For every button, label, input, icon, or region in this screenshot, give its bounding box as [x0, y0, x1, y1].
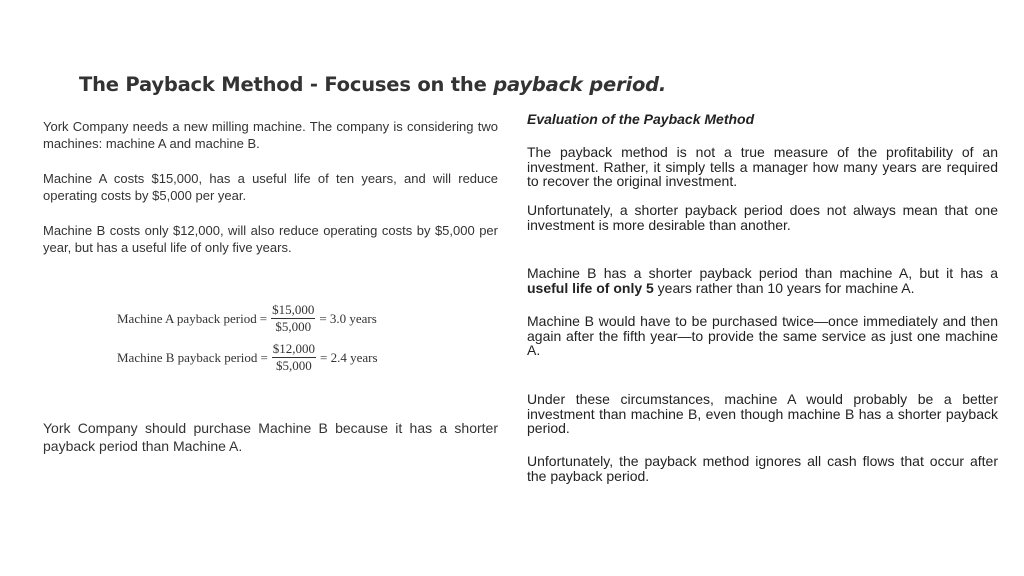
right-paragraph-3: [527, 266, 998, 295]
formula-machine-b: [117, 342, 378, 373]
right-paragraph-5: Under these circumstances, machine A would probably be a better investment than machine B, even though machine B has a shorter payback period.: [527, 391, 998, 437]
evaluation-heading: Evaluation of the Payback Method: [527, 111, 755, 127]
left-paragraph-3: Machine B costs only $12,000, will also reduce operating costs by $5,000 per year, but has a useful life of only five years.: [43, 223, 498, 255]
title-prefix: The Payback Method - Focuses on the: [79, 73, 494, 96]
p3-bold-text: useful life of only 5: [527, 279, 654, 296]
right-paragraph-4: Machine B would have to be purchased twice—once immediately and then again after the fifth year—to provide the same service as just one machine A.: [527, 313, 998, 359]
formula-machine-a: [117, 303, 377, 334]
formula-denominator: $5,000: [275, 319, 312, 334]
formula-denominator: $5,000: [276, 358, 312, 373]
formula-numerator: $15,000: [272, 302, 315, 317]
left-conclusion: York Company should purchase Machine B because it has a shorter payback period than Machine A.: [43, 420, 498, 454]
formula-equals: =: [260, 349, 268, 365]
formula-numerator: $12,000: [272, 341, 316, 356]
page-title: [79, 73, 666, 96]
formula-fraction: [272, 342, 316, 373]
formula-fraction: [271, 303, 315, 334]
left-paragraph-2: Machine A costs $15,000, has a useful life of ten years, and will reduce operating costs by $5,000 per year.: [43, 171, 498, 203]
right-paragraph-1: The payback method is not a true measure of the profitability of an investment. Rather, it simply tells a manager how many years are required to recover the original investment.: [527, 144, 998, 190]
formula-equals: =: [259, 310, 268, 326]
formula-label: Machine A payback period: [117, 310, 257, 326]
right-paragraph-6: Unfortunately, the payback method ignores all cash flows that occur after the payback period.: [527, 453, 998, 484]
left-paragraph-1: York Company needs a new milling machine. The company is considering two machines: machine A and machine B.: [43, 119, 498, 151]
formula-result: = 3.0 years: [319, 310, 377, 326]
formula-label: Machine B payback period: [117, 349, 258, 365]
p3-text-before: Machine B has a shorter payback period than machine A, but it has a: [527, 265, 998, 281]
formula-result: = 2.4 years: [320, 349, 378, 365]
right-paragraph-2: Unfortunately, a shorter payback period does not always mean that one investment is more desirable than another.: [527, 202, 998, 233]
title-italic: payback period.: [493, 73, 667, 96]
p3-text-after: years rather than 10 years for machine A.: [653, 279, 915, 296]
